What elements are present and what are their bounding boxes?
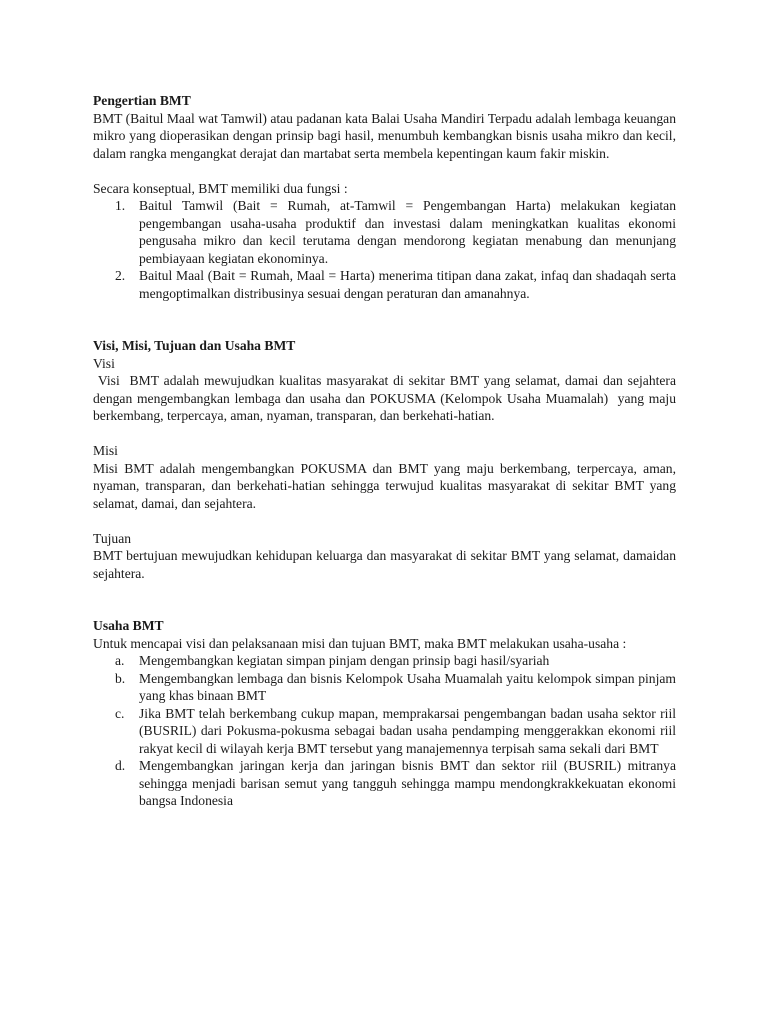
list-marker: d.: [115, 758, 126, 773]
misi-label: Misi: [93, 443, 118, 458]
section-heading-pengertian: Pengertian BMT: [93, 93, 191, 108]
list-item: [93, 267, 676, 302]
usaha-intro: Untuk mencapai visi dan pelaksanaan misi dan tujuan BMT, maka BMT melakukan usaha-usaha :: [93, 635, 627, 651]
list-marker: c.: [115, 705, 125, 721]
list-item-text: Baitul Maal (Bait = Rumah, Maal = Harta) menerima titipan dana zakat, infaq dan shadaqah serta mengoptimalkan distribusinya sesuai dengan peraturan dan amanahnya.: [139, 268, 676, 301]
tujuan-label: Tujuan: [93, 530, 132, 546]
document-page: [93, 92, 680, 810]
list-item: [93, 197, 676, 267]
visi-paragraph: Visi BMT adalah mewujudkan kualitas masyarakat di sekitar BMT yang selamat, damai dan sejahtera dengan mengembangkan lembaga dan usaha dan POKUSMA (Kelompok Usaha Muamalah) yang maju berkembang, terpercaya, aman, nyaman, transparan, dan berkehati-hatian.: [93, 373, 680, 423]
list-item: [93, 757, 676, 810]
visi-label: Visi: [93, 355, 115, 371]
spacer: [93, 425, 676, 443]
spacer: [93, 582, 676, 617]
definition-paragraph: BMT (Baitul Maal wat Tamwil) atau padanan kata Balai Usaha Mandiri Terpadu adalah lembaga keuangan mikro yang dioperasikan dengan prinsip bagi hasil, menumbuh kembangkan bisnis usaha mikro dan kecil, dalam rangka mengangkat derajat dan martabat serta membela kepentingan kaum fakir miskin.: [93, 110, 676, 161]
list-item: [93, 670, 676, 705]
spacer: [93, 162, 676, 180]
list-item-text: Mengembangkan jaringan kerja dan jaringan bisnis BMT dan sektor riil (BUSRIL) mitranya sehingga menjadi barisan semut yang tangguh sehingga mampu mendongkrakkekuatan ekonomi bangsa Indonesia: [139, 758, 676, 808]
list-marker: a.: [115, 653, 125, 668]
functions-list: [93, 197, 676, 302]
list-item-text: Mengembangkan lembaga dan bisnis Kelompok Usaha Muamalah yaitu kelompok simpan pinjam yang khas binaan BMT: [139, 670, 676, 703]
misi-paragraph: Misi BMT adalah mengembangkan POKUSMA dan BMT yang maju berkembang, terpercaya, aman, nyaman, transparan, dan berkehati-hatian sehingga terwujud kualitas masyarakat di sekitar BMT yang selamat, damai, dan sejahtera.: [93, 460, 676, 511]
spacer: [93, 512, 676, 530]
list-item-text: Jika BMT telah berkembang cukup mapan, memprakarsai pengembangan badan usaha sektor riil (BUSRIL) dari Pokusma-pokusma sebagai badan usaha pendamping menggerakkan ekonomi riil rakyat kecil di wilayah kerja BMT tersebut yang manajemennya terpisah sama sekali dari BMT: [139, 705, 676, 756]
section-heading-usaha: Usaha BMT: [93, 618, 164, 633]
list-item-text: Mengembangkan kegiatan simpan pinjam dengan prinsip bagi hasil/syariah: [139, 653, 550, 668]
list-item-text: Baitul Tamwil (Bait = Rumah, at-Tamwil = Pengembangan Harta) melakukan kegiatan pengembangan usaha-usaha produktif dan investasi dalam meningkatkan kualitas ekonomi pengusaha mikro dan kecil terutama dengan mendorong kegiatan menabung dan menunjang pembiayaan kegiatan ekonominya.: [139, 198, 676, 266]
spacer: [93, 302, 676, 337]
functions-intro: Secara konseptual, BMT memiliki dua fungsi :: [93, 180, 348, 196]
list-marker: 2.: [115, 268, 126, 283]
list-marker: 1.: [115, 198, 126, 213]
tujuan-paragraph: BMT bertujuan mewujudkan kehidupan keluarga dan masyarakat di sekitar BMT yang selamat, damaidan sejahtera.: [93, 548, 676, 581]
list-item: [93, 652, 676, 670]
section-heading-visi-misi: Visi, Misi, Tujuan dan Usaha BMT: [93, 338, 296, 353]
usaha-list: [93, 652, 676, 810]
list-marker: b.: [115, 670, 126, 686]
list-item: [93, 705, 676, 758]
